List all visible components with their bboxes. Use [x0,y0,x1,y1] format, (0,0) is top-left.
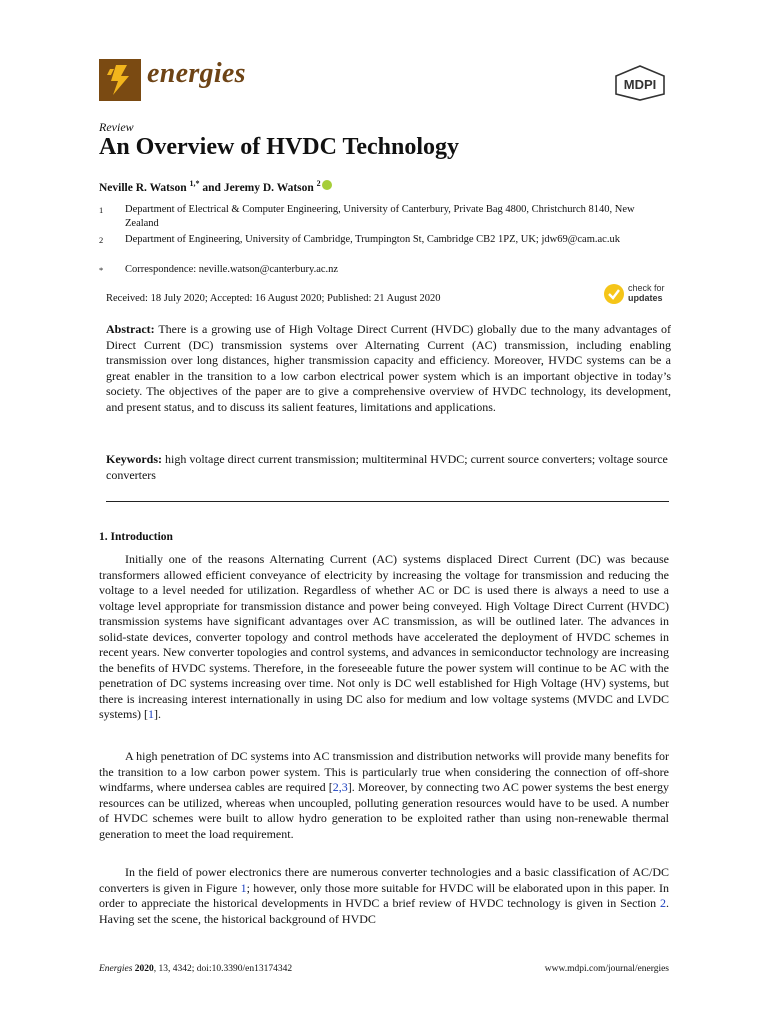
abstract-text: There is a growing use of High Voltage Direct Current (HVDC) globally due to the many advantages of Direct Current (DC) transmission systems over Alternating Current (AC) transmission, including enabling transmission over long distances, higher transmission capacity and efficiency. Moreover, HVDC systems can be a great enabler in the transition to a low carbon electrical power system which is an important objective in today’s society. The objectives of the paper are to give a comprehensive overview of HVDC technology, its development, and present status, and to discuss its salient features, limitations and applications. [106,322,671,414]
affiliation-text: Department of Engineering, University of Cambridge, Trumpington St, Cambridge CB2 1PZ, UK; jdw69@cam.ac.uk [125,234,620,245]
check-line-1: check for [628,283,665,293]
lightning-bolt-icon [99,59,141,101]
paragraph-1 [99,552,669,723]
paper-title: An Overview of HVDC Technology [99,134,459,160]
affiliation-mark: 1 [99,205,104,215]
author-1-affil: 1,* [189,179,200,188]
abstract [106,322,671,415]
check-for-updates-icon[interactable] [603,283,625,305]
orcid-icon[interactable] [322,180,332,190]
paragraph-text: In the field of power electronics there are numerous converter technologies and a basic classification of AC/DC converters is given in Figure [99,865,669,895]
check-for-updates-label[interactable] [628,283,665,303]
correspondence [99,263,645,277]
paragraph-2 [99,749,669,842]
paragraph-text: Initially one of the reasons Alternating Current (AC) systems displaced Direct Current (DC) was because transformers allowed efficient conveyance of electricity by increasing the voltage for transmission and reducing the voltage to a level needed for utilization. Regardless of whether AC or DC is used there is always a need to use a voltage level appropriate for transmission distance and power being conveyed. High Voltage Direct Current (HVDC) transmission systems have significant advantages over AC transmission, as will be outlined later. The advances in solid-state devices, converter topology and control methods have accelerated the deployment of HVDC schemes in recent years. New converter topologies and control systems, and advances in semiconductor technology are increasing the benefits of HVDC systems. Therefore, in the foreseeable future the power system will continue to be AC with the penetration of DC systems increasing over time. Not only is DC well established for High Voltage (HV) systems, but there is increasing interest internationally in using DC also for medium and low voltage systems (MVDC and LVDC systems) [ [99,552,669,721]
authors-and: and [199,181,224,194]
figure-link[interactable]: 1 [240,880,247,895]
paragraph-3 [99,865,669,927]
citation-link[interactable]: 1 [148,707,154,721]
keywords-label: Keywords: [106,452,162,466]
citation-link[interactable]: 2,3 [332,780,348,794]
paragraph-text: ]. [154,707,161,721]
section-divider [106,501,669,502]
abstract-label: Abstract: [106,322,155,336]
mdpi-logo [612,64,668,102]
paragraph-text: A high penetration of DC systems into AC transmission and distribution networks will provide many benefits for the transition to a low carbon power system. This is particularly true when considering the connection of off-shore windfarms, where undersea cables are required [ [99,749,669,794]
paragraph-text: ]. Moreover, by connecting two AC power systems the best energy resources can be utilized, whereas when uncoupled, polluting generation resources would have to be used. A number of HVDC schemes were built to allow hydro generation to be exploited rather than using non-renewable thermal generation to meet the load requirement. [99,780,669,841]
footer-year: 2020 [134,964,154,974]
journal-name: energies [147,58,246,89]
author-2[interactable]: Jeremy D. Watson [223,181,314,194]
author-1[interactable]: Neville R. Watson [99,181,187,194]
correspondence-text[interactable]: Correspondence: neville.watson@canterbury.ac.nz [125,264,339,275]
affiliation-text: Department of Electrical & Computer Engineering, University of Canterbury, Private Bag 4800, Christchurch 8140, New Zealand [125,204,635,229]
check-line-2: updates [628,293,663,303]
section-link[interactable]: 2 [660,896,666,910]
keywords-text: high voltage direct current transmission; multiterminal HVDC; current source converters; voltage source converters [106,452,668,482]
article-type: Review [99,120,134,134]
section-heading: 1. Introduction [99,531,173,543]
footer-journal: Energies [99,964,133,974]
paragraph-text: ; however, only those more suitable for HVDC will be elaborated upon in this paper. In order to appreciate the historical developments in HVDC a brief review of HVDC technology is given in Section [99,880,669,910]
footer-citation [99,964,292,974]
author-2-affil: 2 [316,179,321,188]
footer-url[interactable]: www.mdpi.com/journal/energies [544,964,669,974]
affiliation-2 [99,233,645,247]
affiliation-mark: 2 [99,235,104,245]
affiliation-1 [99,203,645,231]
affiliation-mark: * [99,265,104,275]
publication-dates: Received: 18 July 2020; Accepted: 16 August 2020; Published: 21 August 2020 [106,293,441,304]
author-list [99,179,332,194]
mdpi-text: MDPI [623,77,657,92]
paragraph-text: . Having set the scene, the historical background of HVDC [99,896,669,926]
keywords [106,452,671,483]
journal-logo [99,59,141,101]
footer-doi[interactable]: , 13, 4342; doi:10.3390/en13174342 [153,964,293,974]
